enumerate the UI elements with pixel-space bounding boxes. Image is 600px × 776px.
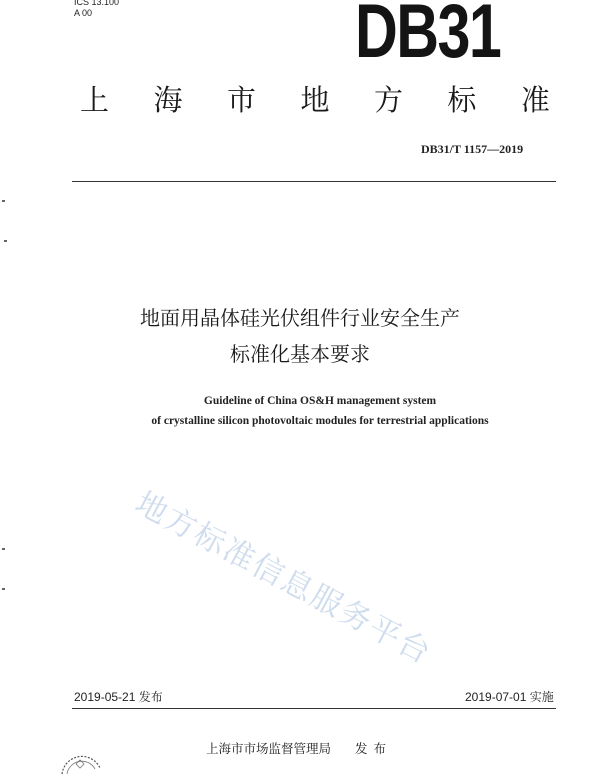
standard-type-char: 地 [300,83,330,117]
bottom-divider [72,708,556,709]
standard-type-char: 市 [226,83,256,117]
issuing-authority [206,739,392,757]
standard-type-char: 海 [153,83,183,117]
issuer-name: 上海市市场监督管理局 [206,741,332,756]
english-title-line-1: Guideline of China OS&H management system [203,395,437,407]
ics-classification [74,0,119,19]
scan-edge-mark [2,548,5,550]
scan-edge-mark [2,200,5,202]
watermark: 地方标准信息服务平台 [129,485,438,672]
publisher-seal-icon [56,738,106,776]
english-title [40,391,600,431]
standard-type-heading [80,84,550,116]
implementation-date: 2019-07-01 实施 [465,690,554,704]
top-divider [72,181,556,182]
ccs-code: A 00 [74,8,93,18]
standard-type-char: 标 [447,83,477,117]
english-title-line-2: of crystalline silicon photovoltaic modules for terrestrial applications [151,415,489,427]
chinese-title-line-2: 标准化基本要求 [230,342,370,366]
chinese-title-line-1: 地面用晶体硅光伏组件行业安全生产 [140,306,460,330]
db31-logo: DB31 [355,0,501,74]
standard-type-char: 方 [373,83,403,117]
chinese-title [60,300,540,372]
standard-type-char: 准 [520,83,550,117]
scan-edge-mark [2,588,5,590]
ics-code: ICS 13.100 [74,0,120,7]
issue-date: 2019-05-21 发布 [74,690,163,704]
scan-edge-mark [4,240,7,242]
standard-type-char: 上 [80,83,110,117]
standard-code: DB31/T 1157—2019 [421,142,524,156]
issue-verb: 发布 [355,741,393,756]
